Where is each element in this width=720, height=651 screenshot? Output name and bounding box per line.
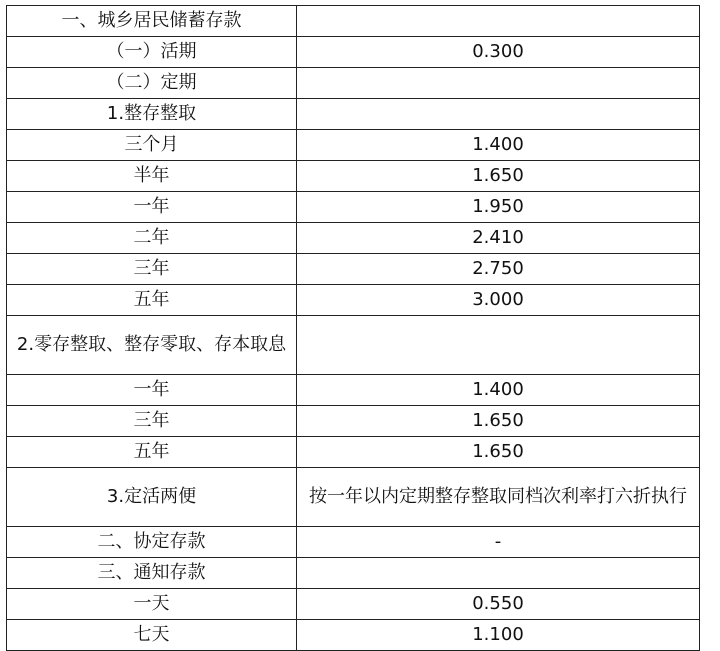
row-label: 1.整存整取 xyxy=(7,99,297,130)
table-row xyxy=(7,468,700,527)
row-value: 1.650 xyxy=(297,161,700,192)
rate-table-container xyxy=(6,5,700,651)
row-label: （二）定期 xyxy=(7,68,297,99)
table-row xyxy=(7,558,700,589)
row-label: 三个月 xyxy=(7,130,297,161)
row-label: 三、通知存款 xyxy=(7,558,297,589)
row-value: 2.410 xyxy=(297,223,700,254)
table-row xyxy=(7,620,700,651)
table-row xyxy=(7,68,700,99)
table-row xyxy=(7,285,700,316)
row-label: 一天 xyxy=(7,589,297,620)
table-row xyxy=(7,37,700,68)
row-label: 一、城乡居民储蓄存款 xyxy=(7,6,297,37)
table-row xyxy=(7,527,700,558)
row-value: 0.300 xyxy=(297,37,700,68)
table-row xyxy=(7,589,700,620)
table-row xyxy=(7,99,700,130)
row-value: - xyxy=(297,527,700,558)
row-value xyxy=(297,316,700,375)
row-label: 五年 xyxy=(7,285,297,316)
row-label: 二、协定存款 xyxy=(7,527,297,558)
row-label: 七天 xyxy=(7,620,297,651)
table-row xyxy=(7,406,700,437)
table-row xyxy=(7,316,700,375)
row-label: 三年 xyxy=(7,406,297,437)
row-label: 半年 xyxy=(7,161,297,192)
row-value xyxy=(297,6,700,37)
row-value xyxy=(297,68,700,99)
table-row xyxy=(7,161,700,192)
row-label: 3.定活两便 xyxy=(7,468,297,527)
row-value: 1.950 xyxy=(297,192,700,223)
table-row xyxy=(7,6,700,37)
row-label: 一年 xyxy=(7,192,297,223)
row-value: 按一年以内定期整存整取同档次利率打六折执行 xyxy=(297,468,700,527)
row-value: 1.400 xyxy=(297,375,700,406)
row-value: 0.550 xyxy=(297,589,700,620)
row-label: 二年 xyxy=(7,223,297,254)
table-row xyxy=(7,223,700,254)
row-value: 1.100 xyxy=(297,620,700,651)
row-value: 1.400 xyxy=(297,130,700,161)
table-row xyxy=(7,254,700,285)
row-value: 2.750 xyxy=(297,254,700,285)
row-value: 1.650 xyxy=(297,437,700,468)
row-label: （一）活期 xyxy=(7,37,297,68)
row-label: 三年 xyxy=(7,254,297,285)
row-label: 一年 xyxy=(7,375,297,406)
row-value: 1.650 xyxy=(297,406,700,437)
table-row xyxy=(7,375,700,406)
row-label: 五年 xyxy=(7,437,297,468)
table-row xyxy=(7,192,700,223)
row-value xyxy=(297,99,700,130)
row-value xyxy=(297,558,700,589)
row-label: 2.零存整取、整存零取、存本取息 xyxy=(7,316,297,375)
row-value: 3.000 xyxy=(297,285,700,316)
deposit-rate-table xyxy=(6,5,700,651)
table-row xyxy=(7,437,700,468)
table-row xyxy=(7,130,700,161)
